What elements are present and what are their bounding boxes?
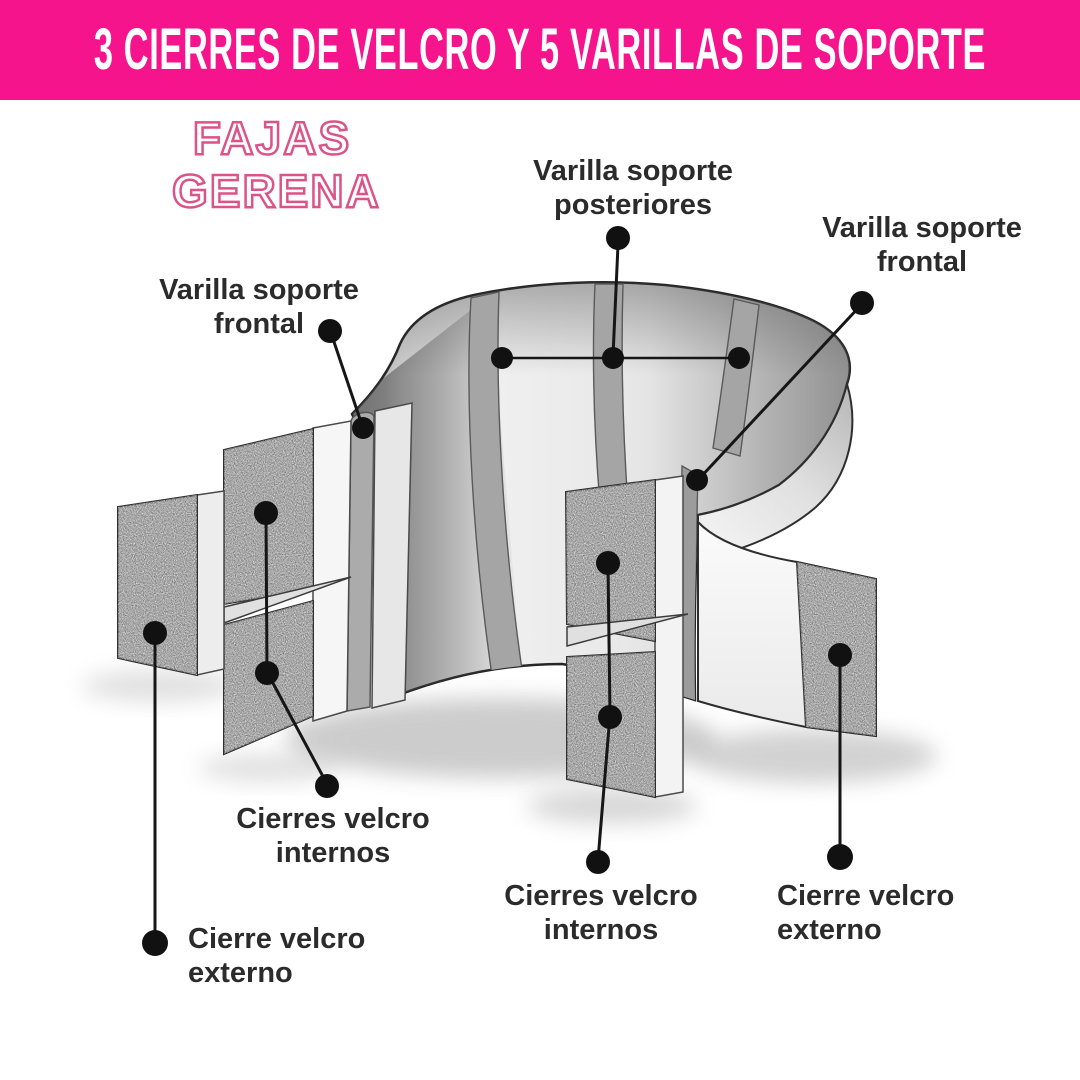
posterior-rod-2 [593, 284, 628, 505]
label-line: Cierre velcro [188, 923, 366, 955]
label-line: externo [777, 914, 882, 946]
label-line: frontal [213, 308, 305, 340]
label-line: posteriores [554, 189, 712, 221]
center-flap [566, 476, 688, 797]
label-line: Varilla soporte [159, 274, 359, 306]
dot-internos-center-label [586, 850, 610, 874]
label-line: internos [275, 837, 391, 869]
label-varilla-soporte-posteriores [493, 154, 773, 222]
brand-logo-line2: GERENA [172, 165, 381, 217]
left-flap-strip [372, 403, 412, 708]
label-line: Cierre velcro [777, 880, 955, 912]
dot-velcro-center-lower [598, 705, 622, 729]
left-flap-white-strip [313, 421, 351, 721]
center-flap-white-strip [655, 476, 683, 797]
label-line: Cierres velcro [236, 803, 430, 835]
dot-externo-left-label [142, 930, 168, 956]
label-line: internos [543, 914, 659, 946]
dot-frontal-left-rod [352, 417, 374, 439]
dot-rod-1 [491, 347, 513, 369]
label-varilla-soporte-frontal-right [782, 211, 1062, 279]
label-cierre-velcro-externo-left [188, 922, 438, 990]
label-cierre-velcro-externo-right [777, 879, 1027, 947]
dot-velcro-left-upper [254, 501, 278, 525]
dot-frontal-right-label [850, 291, 874, 315]
label-line: Varilla soporte [533, 155, 733, 187]
label-varilla-soporte-frontal-left [119, 273, 399, 341]
dot-velcro-externo-left [143, 621, 167, 645]
dot-velcro-externo-right [828, 643, 852, 667]
banner-title: 3 CIERRES DE VELCRO Y 5 VARILLAS DE SOPORTE [93, 17, 987, 83]
label-line: externo [188, 957, 293, 989]
left-end-edge-strip [197, 491, 224, 675]
dot-externo-right-label [827, 844, 853, 870]
label-line: frontal [876, 246, 968, 278]
dot-frontal-right-rod [686, 469, 708, 491]
dot-velcro-left-lower [255, 661, 279, 685]
label-line: Varilla soporte [822, 212, 1022, 244]
label-line: Cierres velcro [504, 880, 698, 912]
dot-velcro-center-upper [596, 551, 620, 575]
leader-frontal-left [331, 333, 363, 428]
dot-rod-3 [728, 347, 750, 369]
label-cierres-velcro-internos-center [461, 879, 741, 947]
label-cierres-velcro-internos-left [193, 802, 473, 870]
dot-posterior-label [606, 226, 630, 250]
dot-rod-2 [602, 347, 624, 369]
right-flap [698, 522, 876, 736]
dot-internos-left-label [315, 774, 339, 798]
brand-logo-line1: FAJAS [192, 112, 352, 164]
